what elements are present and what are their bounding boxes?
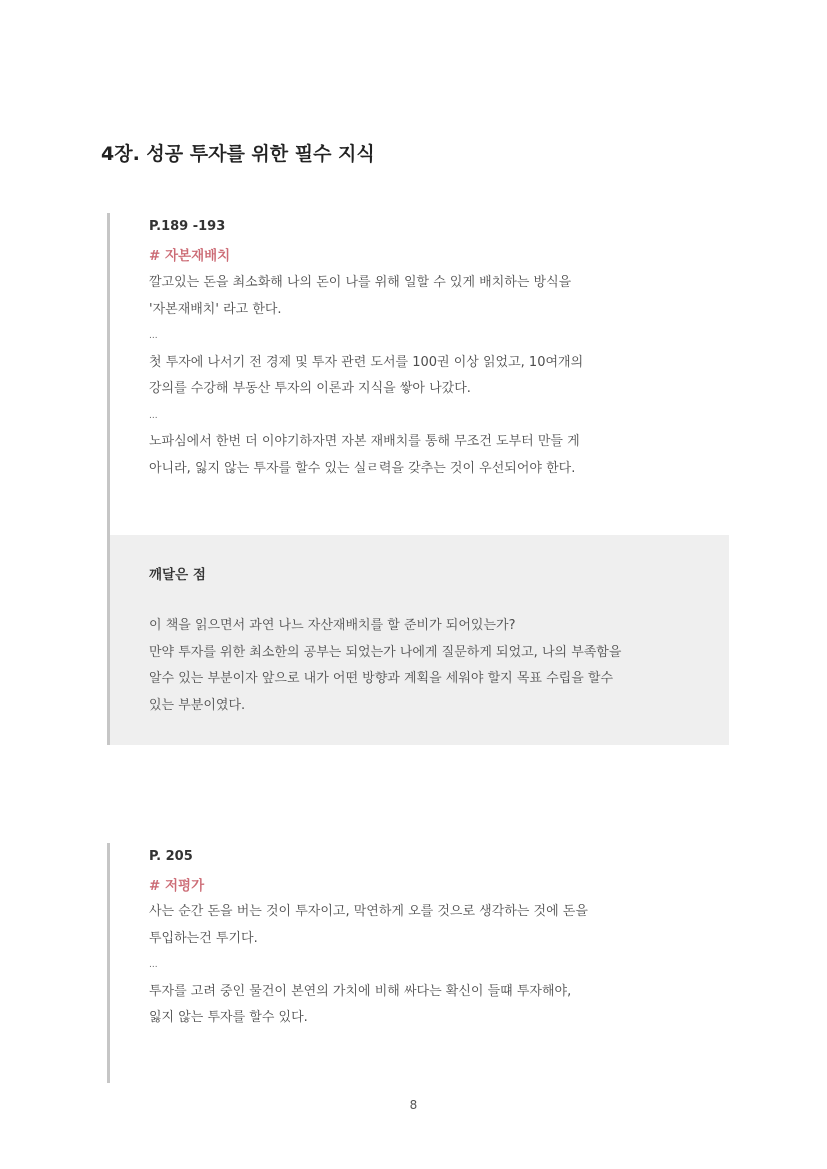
quote-line: 노파심에서 한번 더 이야기하자면 자본 재배치를 통해 무조건 도부터 만들 게 [149,434,580,449]
section-tag: # 자본재배치 [149,248,231,264]
insight-line: 만약 투자를 위한 최소한의 공부는 되었는가 나에게 질문하게 되었고, 나의 부족함을 [149,644,622,660]
quote-line: 투자를 고려 중인 물건이 본연의 가치에 비해 싸다는 확신이 들떄 투자해야, [149,983,572,999]
page-reference: P. 205 [149,849,193,864]
insight-line: 알수 있는 부분이자 앞으로 내가 어떤 방향과 계획을 세워야 할지 목표 수립을 할수 [149,671,614,686]
quote-line: 사는 순간 돈을 버는 것이 투자이고, 막연하게 오를 것으로 생각하는 것에 돈을 [149,904,588,919]
quote-line: 아니라, 잃지 않는 투자를 할수 있는 실ㄹ력을 갖추는 것이 우선되어야 한다. [149,460,576,476]
quote-text [149,899,588,1032]
ellipsis: ... [149,331,158,341]
ellipsis: ... [149,410,158,421]
quote-line: 잃지 않는 투자를 할수 있다. [149,1010,308,1025]
insight-line: 있는 부분이였다. [149,697,246,713]
quote-line: 강의를 수강해 부동산 투자의 이론과 지식을 쌓아 나갔다. [149,381,471,396]
quote-line: 깔고있는 돈을 최소화해 나의 돈이 나를 위해 일할 수 있게 배치하는 방식을 [149,275,572,290]
section-tag: # 저평가 [149,878,205,894]
quote-line: '자본재배치' 라고 한다. [149,301,282,317]
quote-line: 투입하는건 투기다. [149,930,258,946]
insight-title: 깨달은 점 [149,567,206,583]
quote-line: 첫 투자에 나서기 전 경제 및 투자 관련 도서를 100권 이상 읽었고, 10여개의 [149,354,584,370]
page-number: 8 [409,1098,418,1112]
page-reference: P.189 -193 [149,219,226,234]
insight-text [149,613,621,719]
chapter-title: 4장. 성공 투자를 위한 필수 지식 [101,143,375,165]
insight-line: 이 책을 읽으면서 과연 나느 자산재배치를 할 준비가 되어있는가? [149,618,516,633]
quote-text [149,270,583,482]
ellipsis: ... [149,960,158,970]
quote-bar [107,843,110,1083]
